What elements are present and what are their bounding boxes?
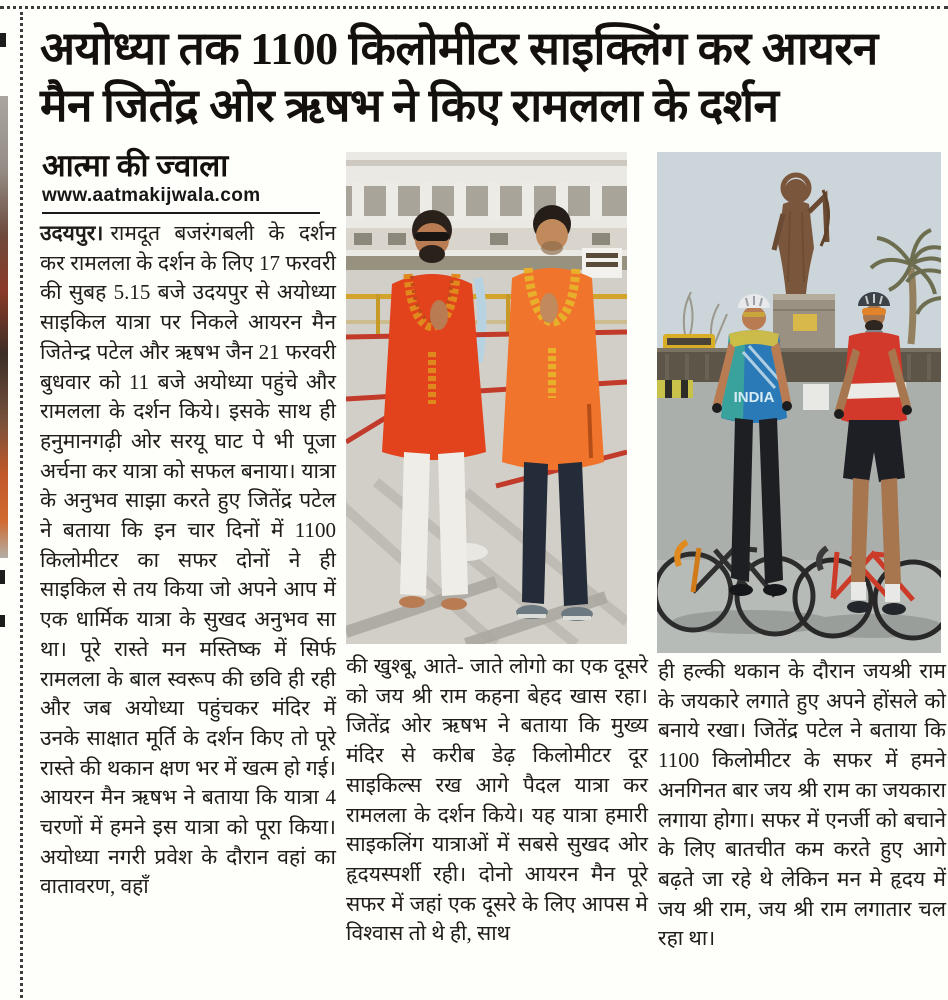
left-dotted-border [20, 12, 23, 998]
photo-cyclists [657, 152, 941, 653]
jersey-text: INDIA [733, 389, 775, 406]
article-column-3 [658, 657, 946, 997]
publication-name: आत्मा की ज्वाला [42, 148, 229, 183]
divider-rule [42, 212, 320, 214]
edge-text-fragment [0, 570, 5, 584]
photo-pilgrims [346, 152, 627, 644]
publication-website: www.aatmakijwala.com [42, 185, 261, 206]
dateline: उदयपुर। [40, 221, 104, 245]
headline [40, 20, 946, 134]
headline-line1: अयोध्या तक 1100 किलोमीटर साइक्लिंग कर आयरन [40, 23, 878, 74]
article-column-1 [40, 219, 336, 995]
column1-text: रामदूत बजरंगबली के दर्शन कर रामलला के दर्शन के लिए 17 फरवरी की सुबह 5.15 बजे उदयपुर से अयोध्या साइकिल यात्रा पर निकले आयरन मैन जितेन्द्र पटेल और ऋषभ जैन 21 फरवरी बुधवार को 11 बजे अयोध्या पहुंचे और रामलला के दर्शन किये। इसके साथ ही हनुमानगढ़ी ओर सरयू घाट पे भी पूजा अर्चना कर यात्रा को सफल बनाया। यात्रा के अनुभव साझा करते हुए जितेंद्र पटेल ने बताया कि इन चार दिनों में 1100 किलोमीटर का सफर दोनों ने ही साइकिल से तय किया जो अपने आप में एक धार्मिक यात्रा के सुखद अनुभव सा था। पूरे रास्ते मन मस्तिष्क में सिर्फ रामलला के बाल स्वरूप की छवि ही रही और जब अयोध्या पहुंचकर मंदिर में उनके साक्षात मूर्ति के दर्शन किए तो पूरे रास्ते की थकान क्षण भर में खत्म हो गई। आयरन मैन ऋषभ ने बताया कि यात्रा 4 चरणों में हमने इस यात्रा को पूरा किया। अयोध्या नगरी प्रवेश के दौरान वहां का वातावरण, वहाँ [40, 221, 336, 899]
headline-line2: मैन जितेंद्र ओर ऋषभ ने किए रामलला के दर्शन [40, 80, 779, 131]
edge-text-fragment [0, 615, 5, 627]
edge-text-fragment [0, 33, 6, 47]
top-dotted-border [0, 6, 948, 9]
article-column-2 [346, 652, 648, 994]
edge-photo-fragment [0, 96, 8, 558]
publication-block [42, 148, 320, 214]
column2-text: की खुश्बू, आते- जाते लोगो का एक दूसरे को जय श्री राम कहना बेहद खास रहा। जितेंद्र ओर ऋषभ ने बताया कि मुख्य मंदिर से करीब डेढ़ किलोमीटर दूर साइकिल्स रख आगे पैदल यात्रा कर रामलला के दर्शन किये। यह यात्रा हमारी साइकलिंग यात्राओं में सबसे सुखद ओर हृदयस्पर्शी रही। दोनो आयरन मैन पूरे सफर में जहां एक दूसरे के लिए आपस मे विश्वास तो थे ही, साथ [346, 654, 648, 946]
column3-text: ही हल्की थकान के दौरान जयश्री राम के जयकारे लगाते हुए अपने होंसले को बनाये रखा। जितेंद्र पटेल ने बताया कि 1100 किलोमीटर के सफर में हमने अनगिनत बार जय श्री राम का जयकारा लगाया होगा। सफर में एनर्जी को बचाने के लिए बातचीत कम करते हुए आगे बढ़ते जा रहे थे लेकिन मन मे हृदय में जय श्री राम, जय श्री राम लगातार चल रहा था। [658, 659, 946, 951]
